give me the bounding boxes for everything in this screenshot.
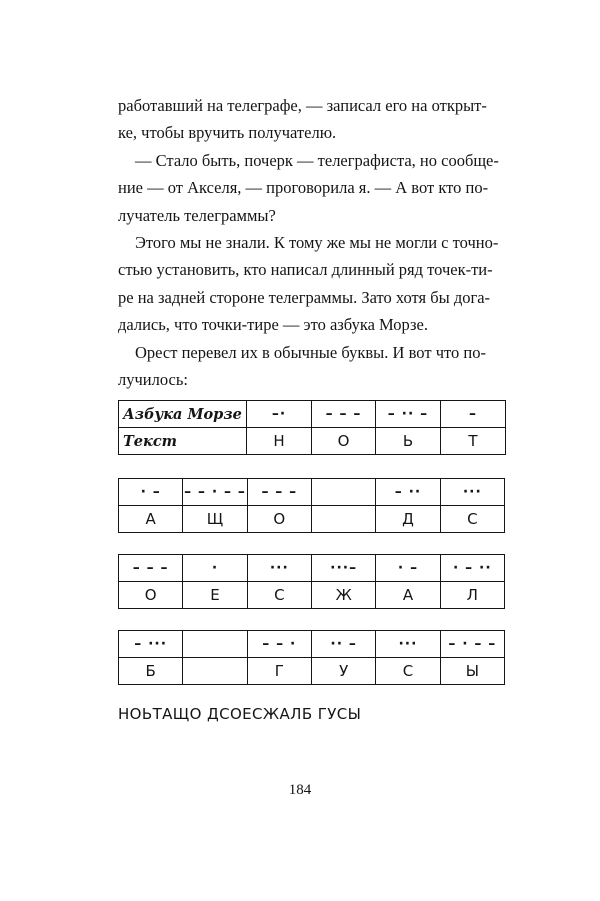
letter-cell: А [376,582,440,609]
letter-cell: С [376,658,440,685]
morse-code-cell: – ·· – [376,401,441,428]
letter-cell: Т [441,428,506,455]
letter-cell: Ь [376,428,441,455]
code-row [119,631,505,658]
letter-cell: У [311,658,375,685]
paragraph-1 [118,92,486,147]
letter-cell: О [312,428,376,455]
morse-table-4 [118,630,505,685]
letter-cell: Г [247,658,311,685]
letter-cell: А [119,506,183,533]
code-row [119,555,505,582]
text-line: работавший на телеграфе, — записал его на открыт- [118,96,487,115]
text-label: Текст [119,428,247,455]
morse-code-cell [311,479,375,506]
text-line: ние — от Акселя, — проговорила я. — А вот кто по- [118,178,489,198]
letter-cell: Ж [311,582,375,609]
letter-cell: О [119,582,183,609]
morse-code-cell: – · – – [440,631,504,658]
morse-code-cell: · – [376,555,440,582]
letter-cell: Ы [440,658,504,685]
letter-cell: С [247,582,311,609]
morse-code-cell: – – · [247,631,311,658]
morse-code-cell: – – – [312,401,376,428]
text-line: — Стало быть, почерк — телеграфиста, но сообще- [135,150,499,170]
letter-row [119,506,505,533]
letter-row [119,428,506,455]
morse-code-cell: –· [247,401,312,428]
morse-code-cell: ··· [376,631,440,658]
morse-code-cell: ··· [247,555,311,582]
text-line: ре на задней стороне телеграммы. Зато хотя бы дога- [118,287,491,307]
text-line: лучатель телеграммы? [118,205,276,225]
morse-code-cell: – – – [247,479,311,506]
paragraph-4 [118,339,486,394]
morse-code-cell: · – [119,479,183,506]
morse-code-cell: – – · – – [183,479,247,506]
text-line: дались, что точки-тире — это азбука Морзе. [118,315,428,335]
text-line: стью установить, кто написал длинный ряд точек-ти- [118,260,493,280]
text-line: Этого мы не знали. К тому же мы не могли с точно- [135,233,499,253]
morse-code-cell: ··· [440,479,504,506]
morse-code-cell: – – – [119,555,183,582]
morse-code-cell: – [441,401,506,428]
paragraph-2 [118,147,499,229]
letter-cell [311,506,375,533]
paragraph-3 [118,229,499,339]
morse-code-cell: ···– [311,555,375,582]
letter-cell: Щ [183,506,247,533]
morse-code-cell: – ·· [376,479,440,506]
body-text [118,92,499,393]
code-row [119,479,505,506]
letter-cell [183,658,247,685]
code-row [119,401,506,428]
text-line: Орест перевел их в обычные буквы. И вот что по- [135,342,486,362]
morse-code-cell [183,631,247,658]
morse-code-cell: – ··· [119,631,183,658]
page-number: 184 [288,782,312,798]
morse-table-3 [118,554,505,609]
morse-code-cell: · – ·· [440,555,504,582]
letter-cell: О [247,506,311,533]
letter-cell: Н [247,428,312,455]
morse-table-1 [118,400,506,455]
text-line: ке, чтобы вручить получателю. [118,123,337,143]
morse-table-2 [118,478,505,533]
text-line: лучилось: [118,370,188,390]
header-label: Азбука Морзе [119,401,247,428]
letter-cell: Б [119,658,183,685]
letter-row [119,582,505,609]
morse-code-cell: ·· – [311,631,375,658]
decoded-result: НОЬТАЩО ДСОЕСЖАЛБ ГУСЫ [118,705,362,723]
morse-code-cell: · [183,555,247,582]
letter-row [119,658,505,685]
letter-cell: С [440,506,504,533]
letter-cell: Д [376,506,440,533]
letter-cell: Е [183,582,247,609]
letter-cell: Л [440,582,504,609]
